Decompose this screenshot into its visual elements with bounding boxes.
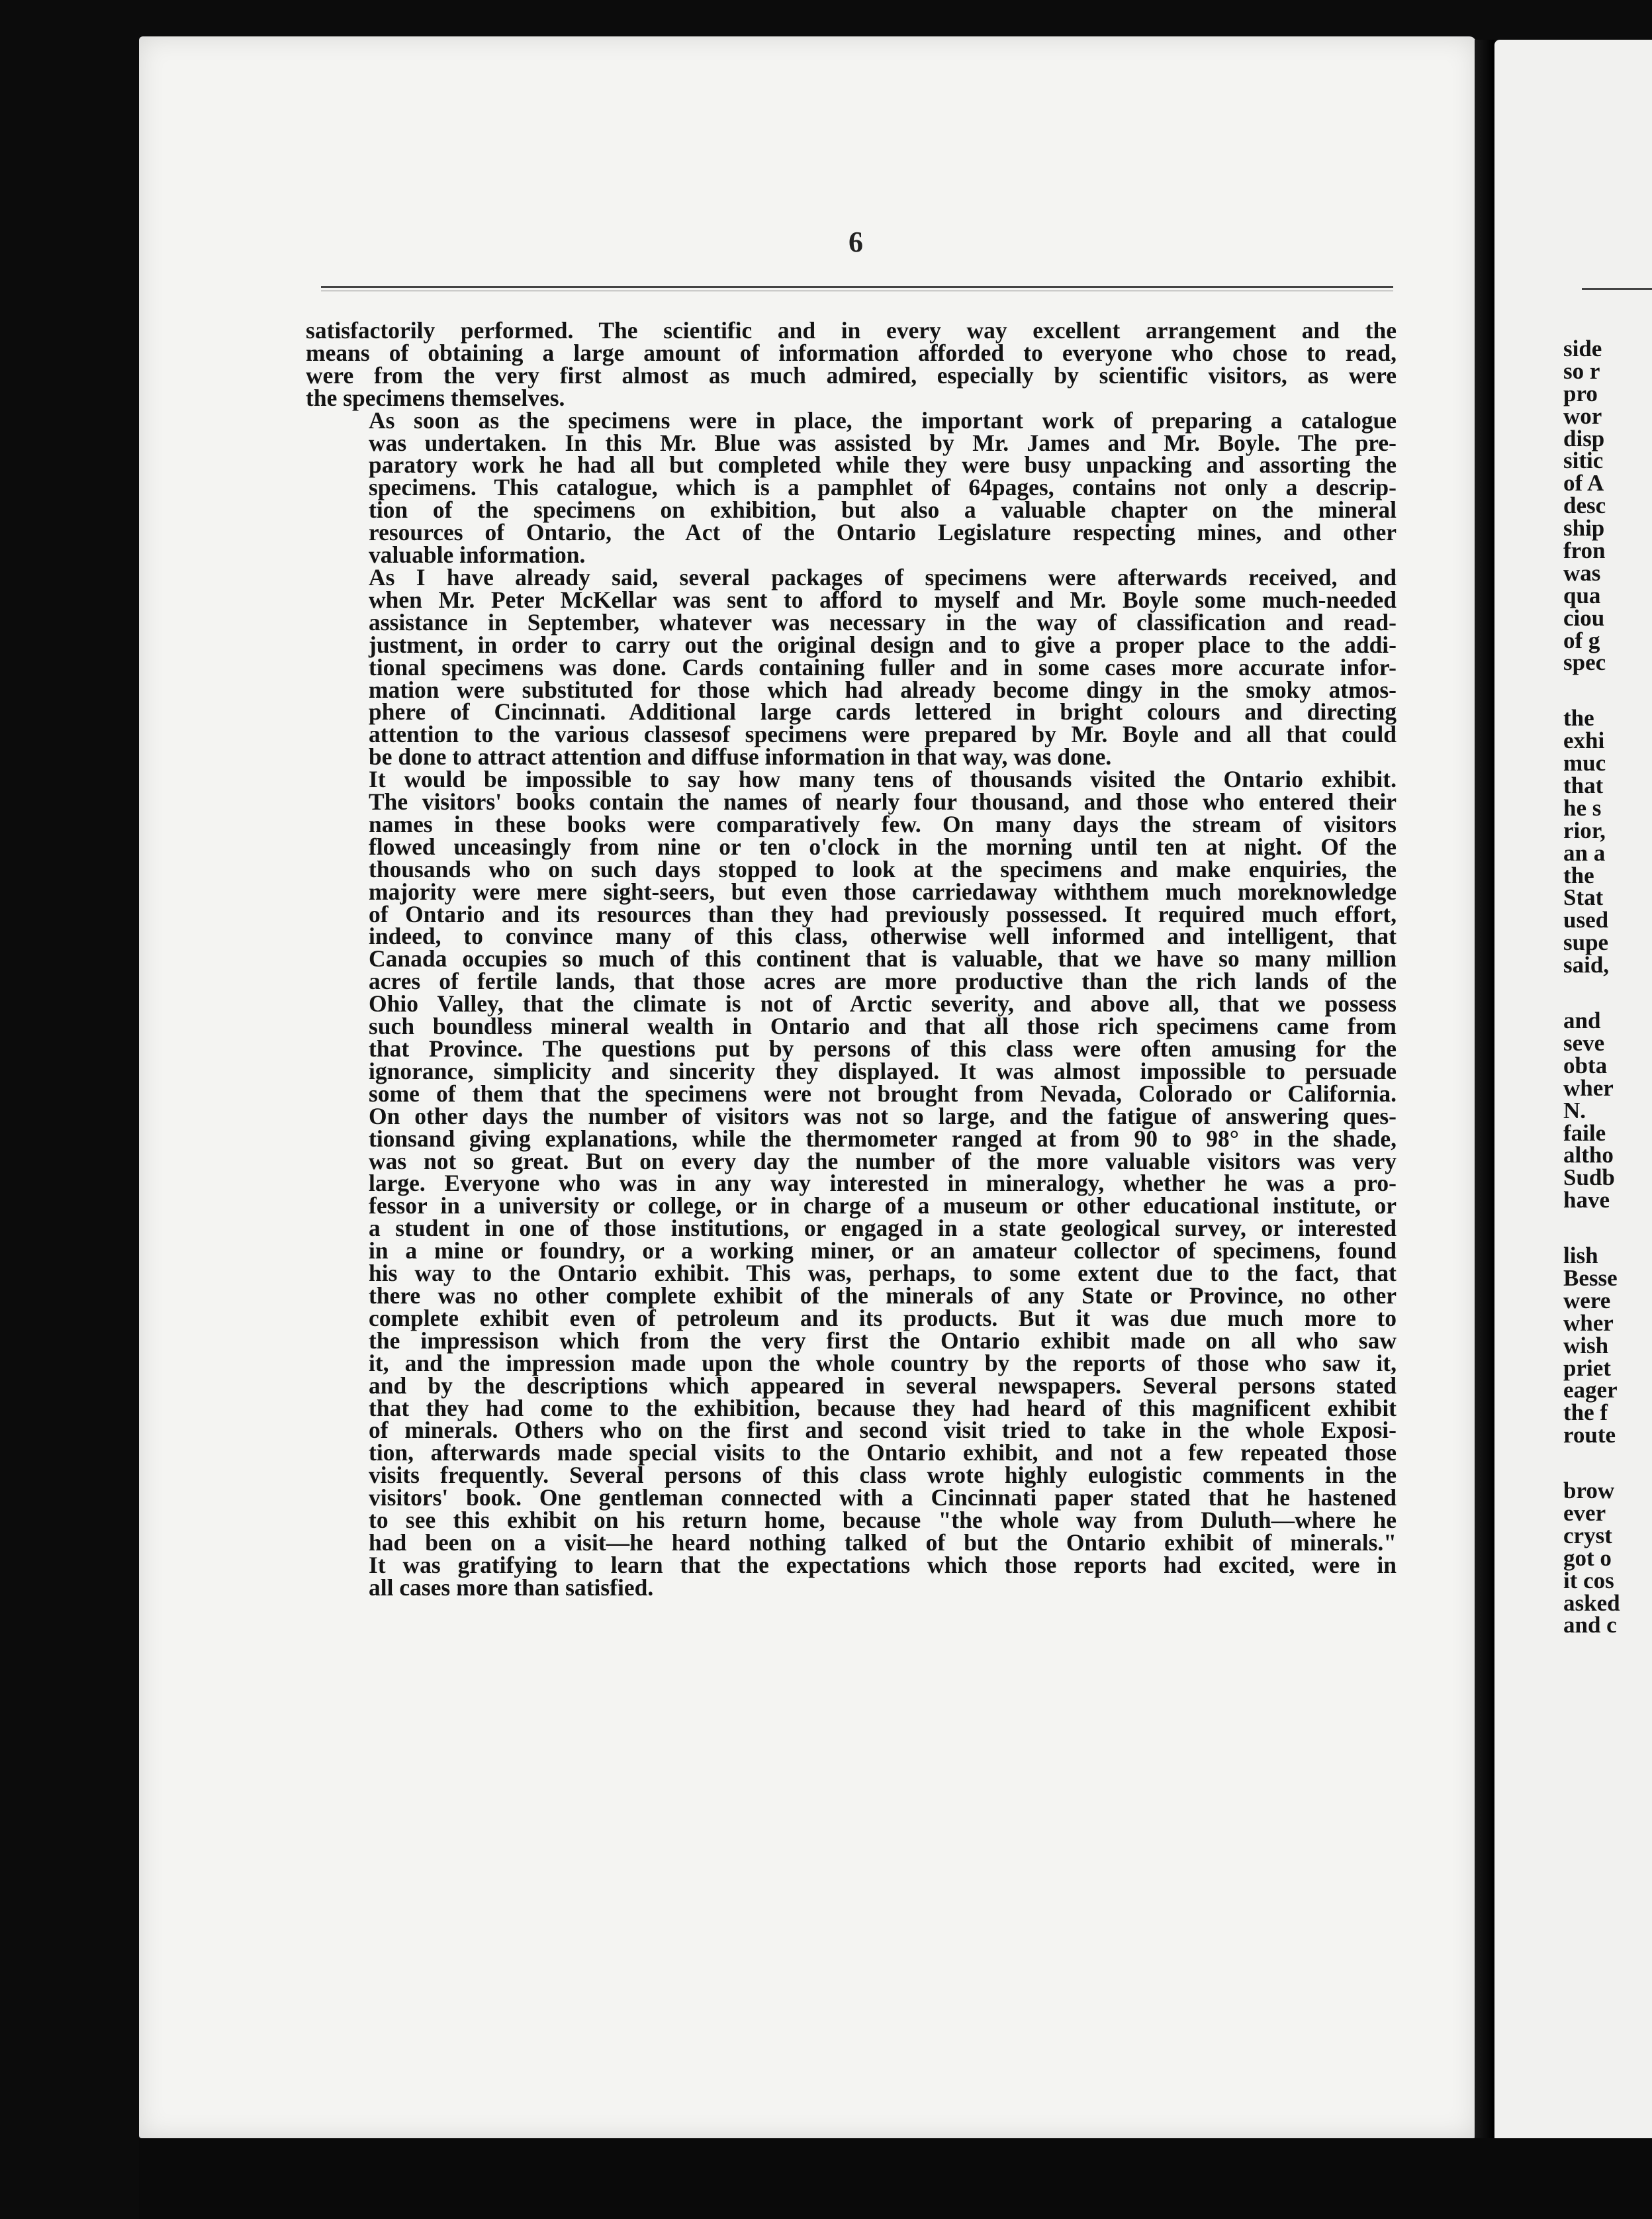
adjacent-text-fragment: used	[1563, 907, 1609, 933]
text-line: such boundless mineral wealth in Ontario and that all those rich specimens came from	[369, 1013, 1397, 1040]
adjacent-text-fragment: route	[1563, 1422, 1616, 1448]
paragraph-2	[306, 406, 1397, 569]
text-line: of minerals. Others who on the first and second visit tried to take in the whole Exposi-	[369, 1417, 1397, 1444]
adjacent-text-fragment: fron	[1563, 538, 1606, 564]
adjacent-text-fragment: sitic	[1563, 448, 1604, 474]
text-line: all cases more than satisfied.	[369, 1574, 654, 1601]
adjacent-text-fragment: and c	[1563, 1612, 1617, 1637]
adjacent-text-fragment: supe	[1563, 929, 1609, 956]
text-line: names in these books were comparatively few. On many days the stream of visitors	[369, 810, 1397, 837]
adjacent-text-fragment: Sudb	[1563, 1164, 1615, 1191]
text-line: The visitors' books contain the names of nearly four thousand, and those who entered their	[369, 788, 1397, 816]
text-line: a student in one of those institutions, or engaged in a state geological survey, or interested	[369, 1215, 1397, 1242]
text-line: visitors' book. One gentleman connected with a Cincinnati paper stated that he hastened	[369, 1484, 1397, 1511]
text-line: valuable information.	[369, 542, 586, 569]
body-text	[306, 317, 1397, 1601]
adjacent-text-fragment: of g	[1563, 627, 1600, 653]
text-line: visits frequently. Several persons of this class wrote highly eulogistic comments in the	[369, 1462, 1397, 1489]
adjacent-text-fragment: side	[1563, 338, 1602, 361]
adjacent-text-fragment: priet	[1563, 1354, 1611, 1381]
adjacent-text-fragment: spec	[1563, 649, 1606, 676]
text-line: fessor in a university or college, or in charge of a museum or other educational institute, or	[369, 1192, 1397, 1219]
adjacent-text-fragment: wher	[1563, 1309, 1614, 1336]
adjacent-text-fragment: the f	[1563, 1399, 1608, 1426]
text-line: tional specimens was done. Cards containing fuller and in some cases more accurate infor-	[369, 653, 1397, 681]
adjacent-page-text	[1563, 338, 1652, 1636]
paragraph-gap	[1563, 674, 1652, 707]
adjacent-text-fragment: lish	[1563, 1243, 1598, 1269]
text-line: to see this exhibit on his return home, because "the whole way from Duluth—where he	[369, 1507, 1397, 1534]
paragraph-gap	[1563, 976, 1652, 1010]
adjacent-text-fragment: faile	[1563, 1119, 1606, 1146]
text-line: indeed, to convince many of this class, otherwise well informed and intelligent, that	[369, 923, 1397, 950]
adjacent-text-fragment: were	[1563, 1287, 1611, 1313]
adjacent-text-fragment: wish	[1563, 1332, 1609, 1358]
adjacent-text-fragment: an a	[1563, 839, 1606, 866]
adjacent-text-fragment: wher	[1563, 1074, 1614, 1101]
adjacent-text-fragment: he s	[1563, 794, 1602, 821]
text-line: that they had come to the exhibition, because they had heard of this magnificent exhibit	[369, 1394, 1397, 1421]
adjacent-text-fragment: altho	[1563, 1142, 1614, 1168]
text-line: Ohio Valley, that the climate is not of Arctic severity, and above all, that we possess	[369, 990, 1397, 1017]
adjacent-text-fragment: desc	[1563, 493, 1606, 519]
adjacent-text-fragment: wor	[1563, 402, 1602, 429]
text-line: thousands who on such days stopped to look at the specimens and make enquiries, the	[369, 855, 1397, 882]
text-line: Canada occupies so much of this continent that is valuable, that we have so many million	[369, 945, 1397, 972]
text-line: As soon as the specimens were in place, the important work of preparing a catalogue	[369, 406, 1397, 434]
paragraph-1	[306, 317, 1397, 411]
text-line: It was gratifying to learn that the expectations which those reports had excited, were in	[369, 1551, 1397, 1578]
text-line: were from the very first almost as much admired, especially by scientific visitors, as were	[306, 361, 1397, 389]
adjacent-text-fragment: that	[1563, 773, 1604, 799]
text-line: justment, in order to carry out the original design and to give a proper place to the addi-	[369, 631, 1397, 658]
adjacent-text-fragment: the	[1563, 862, 1594, 888]
page-number: 6	[849, 226, 863, 258]
text-line: As I have already said, several packages of specimens were afterwards received, and	[369, 563, 1397, 590]
text-line: assistance in September, whatever was necessary in the way of classification and read-	[369, 608, 1397, 636]
adjacent-text-fragment: seve	[1563, 1029, 1605, 1056]
text-line: majority were mere sight-seers, but even those carriedaway withthem much moreknowledge	[369, 878, 1397, 905]
text-line: the specimens themselves.	[306, 384, 565, 411]
text-line: was not so great. But on every day the number of the more valuable visitors was very	[369, 1147, 1397, 1174]
paragraph-3	[306, 563, 1397, 771]
paragraph-gap	[1563, 1211, 1652, 1245]
adjacent-text-fragment: ever	[1563, 1499, 1606, 1526]
text-line: when Mr. Peter McKellar was sent to afford to myself and Mr. Boyle some much-needed	[369, 586, 1397, 613]
text-line: It would be impossible to say how many tens of thousands visited the Ontario exhibit.	[369, 766, 1397, 793]
adjacent-text-fragment: qua	[1563, 582, 1601, 608]
text-line: there was no other complete exhibit of the minerals of any State or Province, no other	[369, 1282, 1397, 1309]
adjacent-text-fragment: and	[1563, 1008, 1601, 1034]
text-line: his way to the Ontario exhibit. This was, perhaps, to some extent due to the fact, that	[369, 1260, 1397, 1287]
text-line: mation were substituted for those which had already become dingy in the smoky atmos-	[369, 676, 1397, 703]
text-line: some of them that the specimens were not brought from Nevada, Colorado or California.	[369, 1080, 1397, 1107]
text-line: complete exhibit even of petroleum and its products. But it was due much more to	[369, 1304, 1397, 1331]
adjacent-text-fragment: rior,	[1563, 817, 1606, 843]
adjacent-text-fragment: eager	[1563, 1377, 1618, 1403]
adjacent-text-fragment: brow	[1563, 1478, 1615, 1504]
adjacent-text-fragment: the	[1563, 705, 1594, 732]
adjacent-text-fragment: was	[1563, 559, 1601, 586]
header-rule	[321, 286, 1393, 291]
adjacent-text-fragment: it cos	[1563, 1567, 1614, 1593]
adjacent-text-fragment: ship	[1563, 515, 1605, 542]
adjacent-text-fragment: cryst	[1563, 1522, 1612, 1548]
text-line: was undertaken. In this Mr. Blue was assisted by Mr. James and Mr. Boyle. The pre-	[369, 429, 1397, 456]
text-line: and by the descriptions which appeared in several newspapers. Several persons stated	[369, 1372, 1397, 1399]
paragraph-gap	[1563, 1446, 1652, 1480]
adjacent-text-fragment: exhi	[1563, 728, 1605, 754]
text-line: specimens. This catalogue, which is a pamphlet of 64pages, contains not only a descrip-	[369, 474, 1397, 501]
adjacent-text-fragment: said,	[1563, 952, 1610, 978]
text-line: resources of Ontario, the Act of the Ontario Legislature respecting mines, and other	[369, 519, 1397, 546]
text-line: tion, afterwards made special visits to the Ontario exhibit, and not a few repeated those	[369, 1439, 1397, 1466]
text-line: On other days the number of visitors was not so large, and the fatigue of answering ques-	[369, 1102, 1397, 1129]
text-line: in a mine or foundry, or a working miner, or an amateur collector of specimens, found	[369, 1237, 1397, 1264]
text-line: flowed unceasingly from nine or ten o'clock in the morning until ten at night. Of the	[369, 833, 1397, 860]
adjacent-text-fragment: ciou	[1563, 604, 1605, 631]
adjacent-text-fragment: so r	[1563, 357, 1600, 384]
text-line: ignorance, simplicity and sincerity they displayed. It was almost impossible to persuade	[369, 1057, 1397, 1084]
adjacent-text-fragment: disp	[1563, 425, 1605, 451]
adjacent-text-fragment: obta	[1563, 1052, 1608, 1078]
paragraph-4	[306, 766, 1397, 1601]
text-line: attention to the various classesof specimens were prepared by Mr. Boyle and all that could	[369, 721, 1397, 748]
text-line: tion of the specimens on exhibition, but also a valuable chapter on the mineral	[369, 496, 1397, 524]
adjacent-text-fragment: of A	[1563, 470, 1604, 496]
text-line: of Ontario and its resources than they had previously possessed. It required much effort,	[369, 900, 1397, 927]
adjacent-text-fragment: asked	[1563, 1589, 1620, 1616]
adjacent-page-rule	[1582, 288, 1652, 290]
text-line: the impressison which from the very first the Ontario exhibit made on all who saw	[369, 1327, 1397, 1354]
book-gutter	[1475, 40, 1494, 2145]
scan-border	[139, 2138, 1652, 2219]
text-line: tionsand giving explanations, while the thermometer ranged at from 90 to 98° in the shade,	[369, 1125, 1397, 1152]
text-line: means of obtaining a large amount of information afforded to everyone who chose to read,	[306, 339, 1397, 366]
adjacent-text-fragment: have	[1563, 1187, 1610, 1213]
text-line: phere of Cincinnati. Additional large cards lettered in bright colours and directing	[369, 698, 1397, 726]
text-line: large. Everyone who was in any way interested in mineralogy, whether he was a pro-	[369, 1170, 1397, 1197]
adjacent-text-fragment: N.	[1563, 1097, 1586, 1123]
adjacent-text-fragment: got o	[1563, 1544, 1612, 1571]
adjacent-text-fragment: Stat	[1563, 884, 1604, 911]
text-line: satisfactorily performed. The scientific and in every way excellent arrangement and the	[306, 317, 1397, 344]
text-line: paratory work he had all but completed while they were busy unpacking and assorting the	[369, 451, 1397, 479]
adjacent-text-fragment: pro	[1563, 380, 1598, 406]
adjacent-text-fragment: Besse	[1563, 1264, 1618, 1291]
text-line: acres of fertile lands, that those acres are more productive than the rich lands of the	[369, 968, 1397, 995]
text-line: that Province. The questions put by persons of this class were often amusing for the	[369, 1035, 1397, 1062]
text-line: had been on a visit—he heard nothing talked of but the Ontario exhibit of minerals."	[369, 1529, 1397, 1556]
text-line: it, and the impression made upon the whole country by the reports of those who saw it,	[369, 1349, 1397, 1376]
text-line: be done to attract attention and diffuse information in that way, was done.	[369, 743, 1112, 771]
adjacent-text-fragment: muc	[1563, 750, 1606, 777]
